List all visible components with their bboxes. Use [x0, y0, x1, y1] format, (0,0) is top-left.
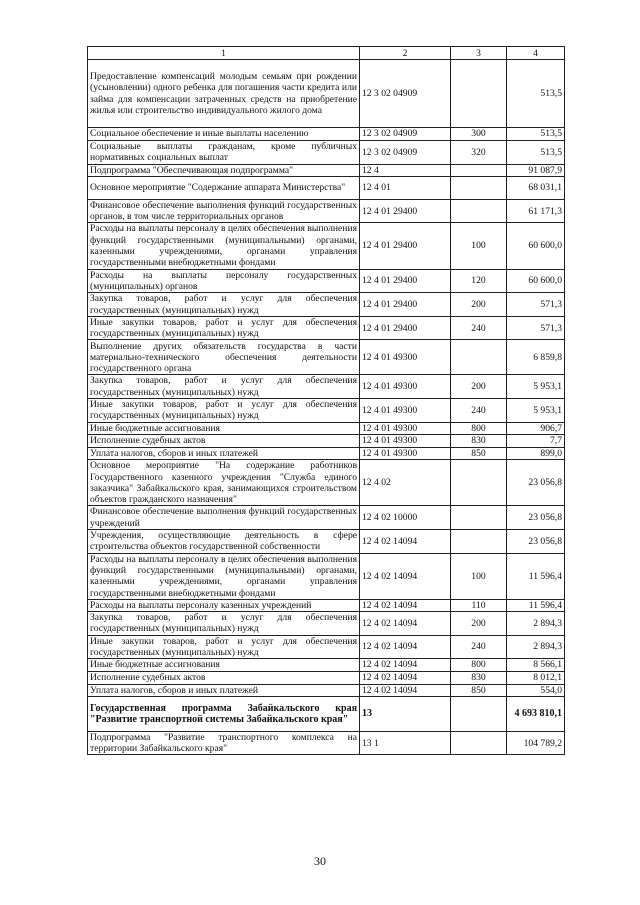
expense-type-cell: 320	[451, 141, 507, 165]
table-row	[88, 399, 565, 423]
expense-name-cell: Исполнение судебных актов	[88, 671, 360, 684]
amount-cell: 60 600,0	[507, 223, 565, 269]
expense-type-cell	[451, 340, 507, 375]
target-code-cell: 12 4 01 49300	[360, 340, 451, 375]
target-code-cell: 12 4 02 10000	[360, 506, 451, 530]
amount-cell: 7,7	[507, 434, 565, 447]
target-code-cell: 12 4 02 14094	[360, 553, 451, 599]
target-code-cell: 12 4 02 14094	[360, 684, 451, 696]
table-row	[88, 340, 565, 375]
table-row	[88, 659, 565, 671]
target-code-cell: 12 4 02 14094	[360, 599, 451, 611]
amount-cell: 68 031,1	[507, 176, 565, 199]
table-row	[88, 460, 565, 506]
target-code-cell: 12 3 02 04909	[360, 141, 451, 165]
target-code-cell: 12 4 01 29400	[360, 316, 451, 340]
expense-name-cell: Финансовое обеспечение выполнения функций государственных учреждений	[88, 506, 360, 530]
table-row	[88, 375, 565, 399]
expense-type-cell: 100	[451, 553, 507, 599]
target-code-cell: 12 4 02 14094	[360, 530, 451, 554]
amount-cell: 61 171,3	[507, 199, 565, 223]
amount-cell: 906,7	[507, 422, 565, 434]
amount-cell: 513,5	[507, 128, 565, 141]
expense-type-cell: 830	[451, 434, 507, 447]
table-header-row	[88, 47, 565, 60]
page-number: 30	[314, 854, 326, 868]
column-header-3: 3	[451, 47, 507, 60]
expense-name-cell: Расходы на выплаты персоналу в целях обеспечения выполнения функций государственными (муниципальными) органами, казенными учреждениями, органами управления государственными внебюджетными фондами	[88, 223, 360, 269]
budget-table	[87, 46, 565, 755]
amount-cell: 5 953,1	[507, 399, 565, 423]
target-code-cell: 12 4 02 14094	[360, 659, 451, 671]
target-code-cell: 12 4 01 49300	[360, 399, 451, 423]
table-row	[88, 293, 565, 317]
table-row	[88, 128, 565, 141]
table-row	[88, 635, 565, 659]
expense-type-cell: 240	[451, 316, 507, 340]
expense-type-cell	[451, 60, 507, 128]
expense-name-cell: Государственная программа Забайкальского края "Развитие транспортной системы Забайкальского края"	[88, 696, 360, 731]
expense-type-cell	[451, 164, 507, 176]
expense-name-cell: Иные бюджетные ассигнования	[88, 659, 360, 671]
expense-type-cell: 200	[451, 293, 507, 317]
target-code-cell: 12 4 01 49300	[360, 422, 451, 434]
expense-type-cell	[451, 530, 507, 554]
expense-name-cell: Финансовое обеспечение выполнения функций государственных органов, в том числе территориальных органов	[88, 199, 360, 223]
expense-type-cell: 110	[451, 599, 507, 611]
table-row	[88, 141, 565, 165]
expense-name-cell: Социальные выплаты гражданам, кроме публичных нормативных социальных выплат	[88, 141, 360, 165]
expense-type-cell	[451, 460, 507, 506]
amount-cell: 571,3	[507, 293, 565, 317]
target-code-cell: 13 1	[360, 731, 451, 755]
target-code-cell: 12 3 02 04909	[360, 60, 451, 128]
amount-cell: 8 012,1	[507, 671, 565, 684]
table-row	[88, 269, 565, 293]
table-row	[88, 199, 565, 223]
amount-cell: 899,0	[507, 447, 565, 459]
table-row	[88, 60, 565, 128]
target-code-cell: 12 3 02 04909	[360, 128, 451, 141]
amount-cell: 91 087,9	[507, 164, 565, 176]
table-row	[88, 731, 565, 755]
expense-type-cell: 200	[451, 375, 507, 399]
expense-type-cell	[451, 731, 507, 755]
amount-cell: 2 894,3	[507, 612, 565, 636]
amount-cell: 104 789,2	[507, 731, 565, 755]
table-row	[88, 599, 565, 611]
expense-name-cell: Расходы на выплаты персоналу государственных (муниципальных) органов	[88, 269, 360, 293]
amount-cell: 23 056,8	[507, 530, 565, 554]
amount-cell: 513,5	[507, 60, 565, 128]
amount-cell: 513,5	[507, 141, 565, 165]
table-row	[88, 434, 565, 447]
expense-type-cell: 850	[451, 684, 507, 696]
table-row	[88, 164, 565, 176]
target-code-cell: 12 4 01 29400	[360, 293, 451, 317]
amount-cell: 8 566,1	[507, 659, 565, 671]
target-code-cell: 12 4 02 14094	[360, 635, 451, 659]
expense-name-cell: Расходы на выплаты персоналу в целях обеспечения выполнения функций государственными (муниципальными) органами, казенными учреждениями, органами управления государственными внебюджетными фондами	[88, 553, 360, 599]
expense-name-cell: Закупка товаров, работ и услуг для обеспечения государственных (муниципальных) нужд	[88, 612, 360, 636]
table-row	[88, 176, 565, 199]
amount-cell: 11 596,4	[507, 599, 565, 611]
amount-cell: 11 596,4	[507, 553, 565, 599]
table-row	[88, 530, 565, 554]
expense-name-cell: Закупка товаров, работ и услуг для обеспечения государственных (муниципальных) нужд	[88, 293, 360, 317]
column-header-2: 2	[360, 47, 451, 60]
expense-type-cell: 300	[451, 128, 507, 141]
expense-type-cell: 120	[451, 269, 507, 293]
expense-type-cell: 800	[451, 422, 507, 434]
target-code-cell: 12 4 01 49300	[360, 447, 451, 459]
target-code-cell: 12 4 02 14094	[360, 671, 451, 684]
expense-type-cell: 850	[451, 447, 507, 459]
table-row	[88, 447, 565, 459]
target-code-cell: 13	[360, 696, 451, 731]
target-code-cell: 12 4 01 29400	[360, 223, 451, 269]
column-header-4: 4	[507, 47, 565, 60]
amount-cell: 4 693 810,1	[507, 696, 565, 731]
expense-name-cell: Основное мероприятие "Содержание аппарата Министерства"	[88, 176, 360, 199]
table-row	[88, 422, 565, 434]
expense-name-cell: Уплата налогов, сборов и иных платежей	[88, 684, 360, 696]
amount-cell: 571,3	[507, 316, 565, 340]
expense-name-cell: Иные бюджетные ассигнования	[88, 422, 360, 434]
expense-type-cell: 240	[451, 635, 507, 659]
expense-type-cell	[451, 176, 507, 199]
table-row	[88, 316, 565, 340]
amount-cell: 23 056,8	[507, 460, 565, 506]
expense-type-cell: 800	[451, 659, 507, 671]
amount-cell: 554,0	[507, 684, 565, 696]
expense-type-cell	[451, 696, 507, 731]
expense-type-cell: 200	[451, 612, 507, 636]
table-row	[88, 223, 565, 269]
table-row	[88, 553, 565, 599]
expense-name-cell: Подпрограмма "Развитие транспортного комплекса на территории Забайкальского края"	[88, 731, 360, 755]
expense-type-cell: 240	[451, 399, 507, 423]
expense-type-cell: 100	[451, 223, 507, 269]
expense-name-cell: Выполнение других обязательств государства в части материально-технического обеспечения деятельности государственного органа	[88, 340, 360, 375]
table-row	[88, 684, 565, 696]
amount-cell: 2 894,3	[507, 635, 565, 659]
table-row	[88, 671, 565, 684]
expense-name-cell: Исполнение судебных актов	[88, 434, 360, 447]
expense-name-cell: Иные закупки товаров, работ и услуг для обеспечения государственных (муниципальных) нужд	[88, 399, 360, 423]
amount-cell: 23 056,8	[507, 506, 565, 530]
amount-cell: 60 600,0	[507, 269, 565, 293]
table-row	[88, 506, 565, 530]
expense-type-cell: 830	[451, 671, 507, 684]
target-code-cell: 12 4 01 29400	[360, 199, 451, 223]
expense-name-cell: Иные закупки товаров, работ и услуг для обеспечения государственных (муниципальных) нужд	[88, 316, 360, 340]
target-code-cell: 12 4 01 49300	[360, 375, 451, 399]
expense-name-cell: Иные закупки товаров, работ и услуг для обеспечения государственных (муниципальных) нужд	[88, 635, 360, 659]
expense-name-cell: Уплата налогов, сборов и иных платежей	[88, 447, 360, 459]
amount-cell: 5 953,1	[507, 375, 565, 399]
target-code-cell: 12 4 01 29400	[360, 269, 451, 293]
expense-name-cell: Расходы на выплаты персоналу казенных учреждений	[88, 599, 360, 611]
expense-name-cell: Учреждения, осуществляющие деятельность в сфере строительства объектов государственной собственности	[88, 530, 360, 554]
expense-name-cell: Закупка товаров, работ и услуг для обеспечения государственных (муниципальных) нужд	[88, 375, 360, 399]
expense-name-cell: Социальное обеспечение и иные выплаты населению	[88, 128, 360, 141]
expense-name-cell: Подпрограмма "Обеспечивающая подпрограмма"	[88, 164, 360, 176]
budget-table-container	[87, 46, 564, 755]
column-header-1: 1	[88, 47, 360, 60]
expense-type-cell	[451, 199, 507, 223]
target-code-cell: 12 4	[360, 164, 451, 176]
table-row	[88, 696, 565, 731]
target-code-cell: 12 4 01 49300	[360, 434, 451, 447]
expense-type-cell	[451, 506, 507, 530]
table-row	[88, 612, 565, 636]
target-code-cell: 12 4 02 14094	[360, 612, 451, 636]
target-code-cell: 12 4 01	[360, 176, 451, 199]
expense-name-cell: Предоставление компенсаций молодым семьям при рождении (усыновлении) одного ребенка для погашения части кредита или займа для компенсации затраченных средств на приобретение жилья или строительство индивидуального жилого дома	[88, 60, 360, 128]
target-code-cell: 12 4 02	[360, 460, 451, 506]
amount-cell: 6 859,8	[507, 340, 565, 375]
expense-name-cell: Основное мероприятие "На содержание работников Государственного казенного учреждения "Служба единого заказчика" Забайкальского края, занимающихся строительством объектов гражданского назначения"	[88, 460, 360, 506]
